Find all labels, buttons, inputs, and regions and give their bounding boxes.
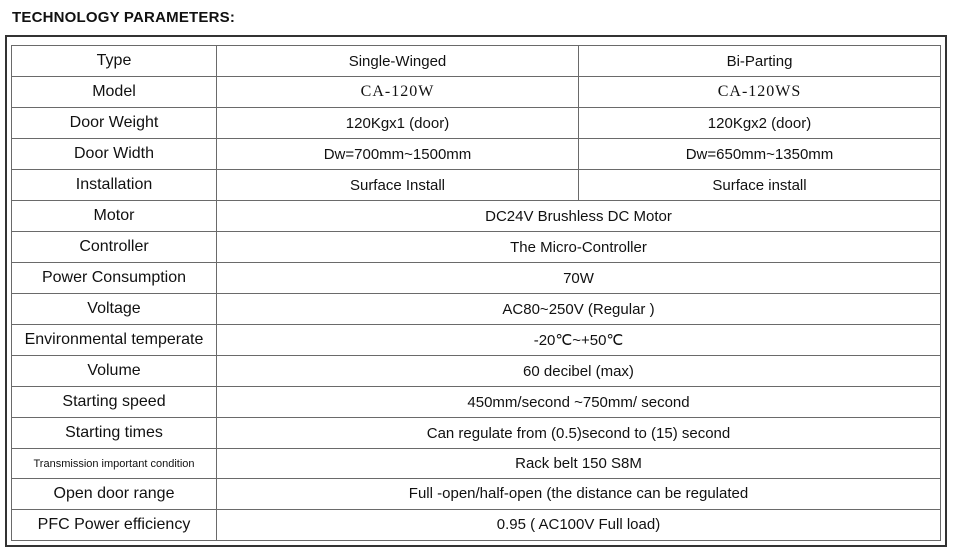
row-label: Starting speed xyxy=(12,387,217,418)
table-row xyxy=(12,449,941,478)
row-value: DC24V Brushless DC Motor xyxy=(217,201,941,232)
row-value: 450mm/second ~750mm/ second xyxy=(217,387,941,418)
table-row xyxy=(12,478,941,509)
row-label: Transmission important condition xyxy=(12,449,217,478)
single-winged-value: 120Kgx1 (door) xyxy=(217,108,579,139)
single-winged-value: Dw=700mm~1500mm xyxy=(217,139,579,170)
row-value: 0.95 ( AC100V Full load) xyxy=(217,509,941,540)
row-label: Installation xyxy=(12,170,217,201)
table-row xyxy=(12,387,941,418)
row-label: Voltage xyxy=(12,294,217,325)
row-label: Environmental temperate xyxy=(12,325,217,356)
table-row xyxy=(12,170,941,201)
row-label: Model xyxy=(12,77,217,108)
row-label: Controller xyxy=(12,232,217,263)
bi-parting-value: 120Kgx2 (door) xyxy=(579,108,941,139)
table-row xyxy=(12,139,941,170)
table-row xyxy=(12,46,941,77)
page-title: TECHNOLOGY PARAMETERS: xyxy=(12,9,236,26)
table-row xyxy=(12,201,941,232)
table-row xyxy=(12,108,941,139)
parameters-table xyxy=(11,45,941,541)
row-label: Motor xyxy=(12,201,217,232)
single-winged-value: Single-Winged xyxy=(217,46,579,77)
table-row xyxy=(12,509,941,540)
table-row xyxy=(12,263,941,294)
table-row xyxy=(12,325,941,356)
table-row xyxy=(12,294,941,325)
row-value: AC80~250V (Regular ) xyxy=(217,294,941,325)
row-value: 60 decibel (max) xyxy=(217,356,941,387)
table-row xyxy=(12,418,941,449)
row-label: Type xyxy=(12,46,217,77)
row-value: 70W xyxy=(217,263,941,294)
table-row xyxy=(12,77,941,108)
row-value: Full -open/half-open (the distance can be regulated xyxy=(217,478,941,509)
bi-parting-value: CA-120WS xyxy=(579,77,941,108)
row-value: Rack belt 150 S8M xyxy=(217,449,941,478)
bi-parting-value: Bi-Parting xyxy=(579,46,941,77)
row-value: Can regulate from (0.5)second to (15) second xyxy=(217,418,941,449)
table-row xyxy=(12,232,941,263)
row-value: -20℃~+50℃ xyxy=(217,325,941,356)
row-label: Open door range xyxy=(12,478,217,509)
bi-parting-value: Dw=650mm~1350mm xyxy=(579,139,941,170)
single-winged-value: Surface Install xyxy=(217,170,579,201)
bi-parting-value: Surface install xyxy=(579,170,941,201)
row-label: Volume xyxy=(12,356,217,387)
row-label: Power Consumption xyxy=(12,263,217,294)
table-row xyxy=(12,356,941,387)
row-label: Door Weight xyxy=(12,108,217,139)
row-value: The Micro-Controller xyxy=(217,232,941,263)
row-label: Starting times xyxy=(12,418,217,449)
single-winged-value: CA-120W xyxy=(217,77,579,108)
row-label: Door Width xyxy=(12,139,217,170)
row-label: PFC Power efficiency xyxy=(12,509,217,540)
